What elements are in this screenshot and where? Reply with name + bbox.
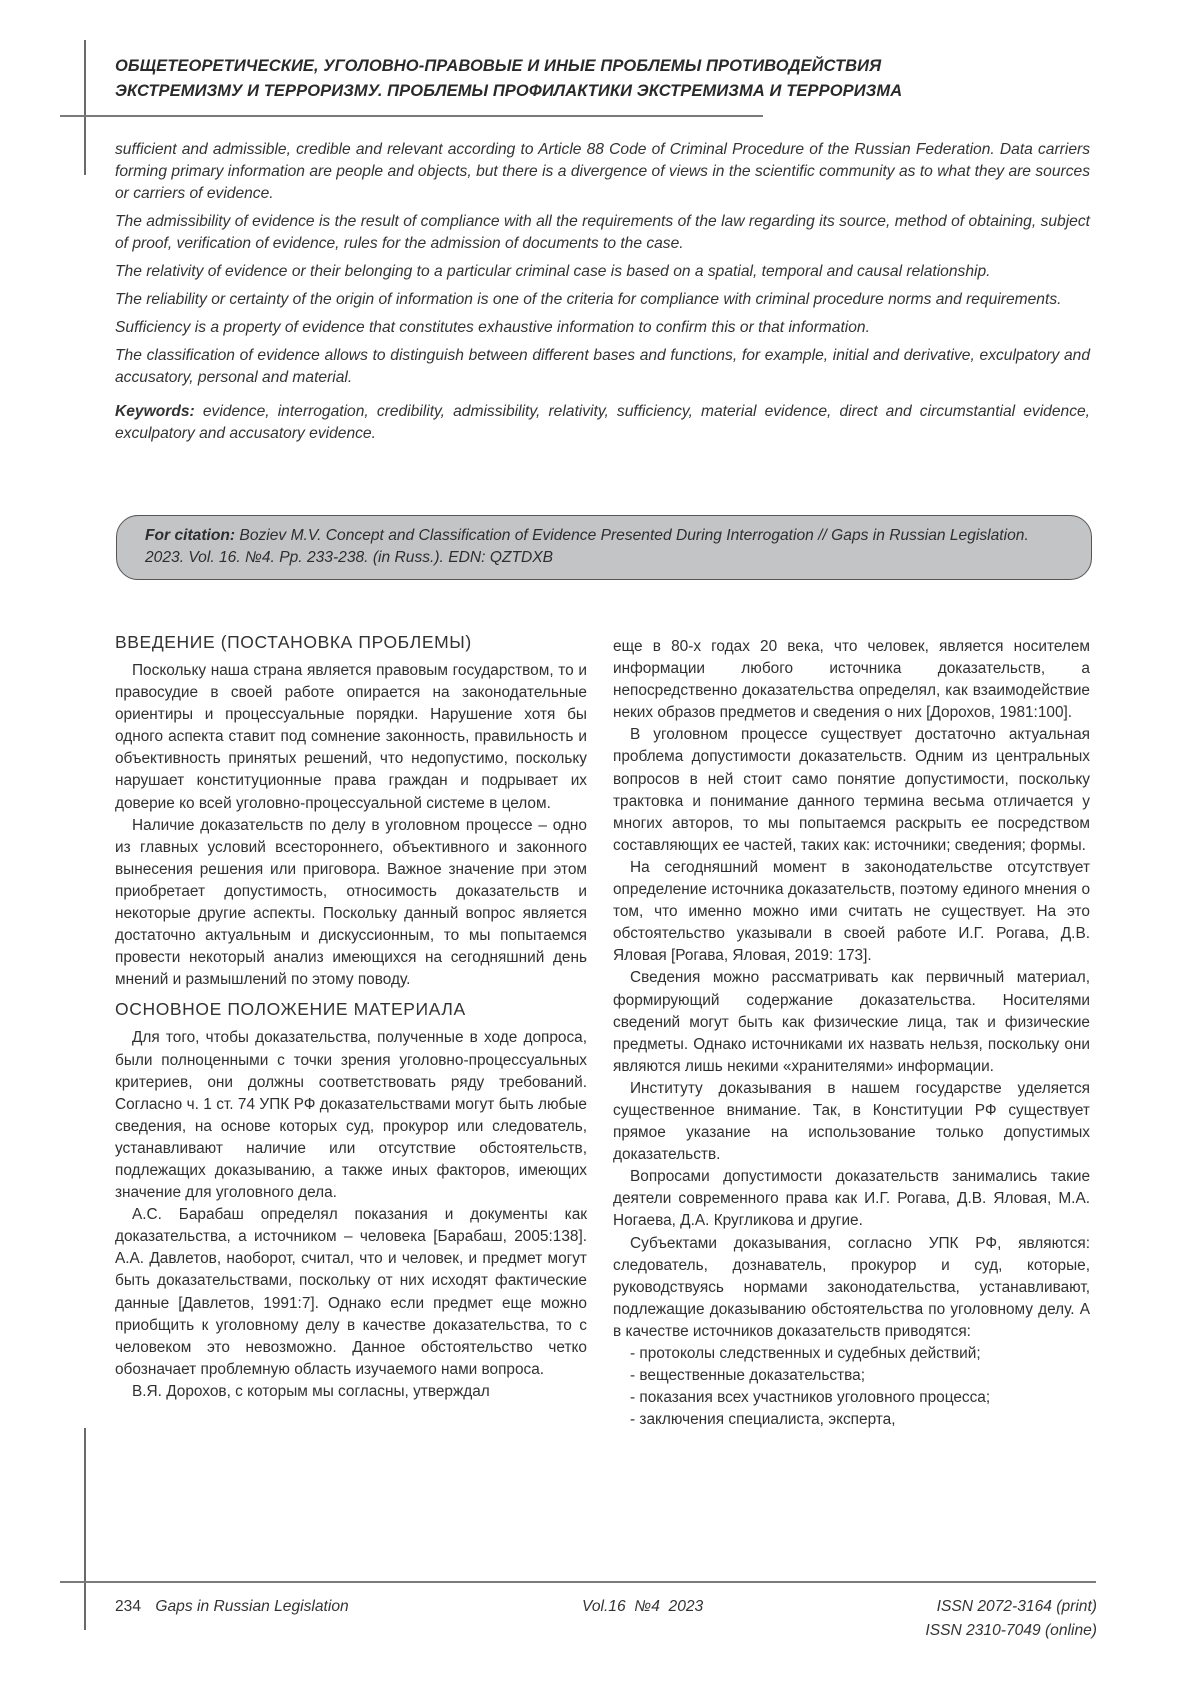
body-paragraph-continuation: еще в 80-х годах 20 века, что человек, является носителем информации любого источника доказательств, а непосредственно доказательства определял, как взаимодействие неких образов предметов и сведения о них [Дорохов, 1981:100]. (613, 638, 1090, 722)
keywords (115, 401, 1090, 445)
body-paragraph: В уголовном процессе существует достаточно актуальная проблема допустимости доказательств. Одним из центральных вопросов в ней стоит само понятие допустимости, поскольку трактовка и понимание данного термина весьма отличается у многих авторов, то мы попытаемся раскрыть ее посредством составляющих ее частей, таких как: источники; сведения; формы. (613, 726, 1090, 854)
issue-info: Vol.16 №4 2023 (582, 1598, 704, 1615)
keywords-label: Keywords: (115, 403, 195, 420)
header-rule (60, 115, 763, 117)
abstract-paragraph: The classification of evidence allows to distinguish between different bases and functions, for example, initial and derivative, exculpatory and accusatory, personal and material. (115, 347, 1090, 386)
keywords-text: evidence, interrogation, credibility, admissibility, relativity, sufficiency, material evidence, direct and circumstantial evidence, exculpatory and accusatory evidence. (115, 403, 1090, 442)
page-number: 234 (115, 1598, 142, 1615)
issn-online: ISSN 2310-7049 (online) (925, 1622, 1097, 1639)
abstract-paragraph: The relativity of evidence or their belonging to a particular criminal case is based on a spatial, temporal and causal relationship. (115, 263, 991, 280)
list-item: - показания всех участников уголовного процесса; (630, 1389, 991, 1407)
running-head (115, 54, 1075, 104)
abstract-paragraph: The reliability or certainty of the origin of information is one of the criteria for compliance with criminal procedure norms and requirements. (115, 291, 1062, 308)
list-item: - вещественные доказательства; (630, 1367, 865, 1385)
body-paragraph: Сведения можно рассматривать как первичный материал, формирующий содержание доказательства. Носителями сведений могут быть как физические лица, так и физические предметы. Однако источниками их назвать нельзя, поскольку они являются лишь некими «хранителями» информации. (613, 969, 1090, 1075)
body-paragraph: Субъектами доказывания, согласно УПК РФ, являются: следователь, дознаватель, прокурор и суд, которые, руководствуясь нормами законодательства, устанавливают, подлежащие доказыванию обстоятельства по уголовному делу. А в качестве источников доказательств приводятся: (613, 1234, 1090, 1340)
citation-text: Boziev M.V. Concept and Classification of Evidence Presented During Interrogation // Gaps in Russian Legislation. 2023. Vol. 16. №4. Pp. 233-238. (in Russ.). EDN: QZTDXB (145, 527, 1029, 566)
footer-left (115, 1595, 349, 1619)
body-paragraph: Институту доказывания в нашем государстве уделяется существенное внимание. Так, в Конституции РФ существует прямое указание на использование только допустимых доказательств. (613, 1079, 1090, 1164)
section-heading-main: ОСНОВНОЕ ПОЛОЖЕНИЕ МАТЕРИАЛА (115, 999, 466, 1020)
running-head-line-2: ЭКСТРЕМИЗМУ И ТЕРРОРИЗМУ. ПРОБЛЕМЫ ПРОФИЛАКТИКИ ЭКСТРЕМИЗМА И ТЕРРОРИЗМА (115, 82, 903, 100)
citation-label: For citation: (145, 527, 236, 544)
abstract-paragraph: sufficient and admissible, credible and relevant according to Article 88 Code of Criminal Procedure of the Russian Federation. Data carriers forming primary information are people and objects, but there is a divergence of views in the scientific community as to what they are sources or carriers of evidence. (115, 141, 1090, 202)
body-column-left (115, 630, 587, 1403)
body-paragraph: Наличие доказательств по делу в уголовном процессе – одно из главных условий всестороннего, объективного и законного вынесения решения или приговора. Важное значение при этом приобретает допустимость, относимость доказательств и некоторые другие аспекты. Поскольку данный вопрос является достаточно актуальным и дискуссионным, то мы попытаемся провести некоторый анализ имеющихся на сегодняшний день мнений и размышлений по этому поводу. (115, 816, 587, 989)
issn-print: ISSN 2072-3164 (print) (936, 1598, 1097, 1615)
abstract (115, 139, 1090, 451)
body-paragraph: Поскольку наша страна является правовым государством, то и правосудие в своей работе опирается на законодательные ориентиры и процессуальные порядки. Нарушение хотя бы одного аспекта ставит под сомнение законность, правильность и объективность принятых решений, что недопустимо, поскольку нарушает конституционные права граждан и подрывает их доверие ко всей уголовно-процессуальной системе в целом. (115, 662, 587, 812)
body-paragraph: В.Я. Дорохов, с которым мы согласны, утверждал (132, 1382, 490, 1400)
journal-name: Gaps in Russian Legislation (155, 1598, 349, 1615)
body-paragraph: Вопросами допустимости доказательств занимались такие деятели современного права как И.Г. Рогава, Д.В. Яловая, М.А. Ногаева, Д.А. Кругликова и другие. (613, 1168, 1090, 1230)
running-head-line-1: ОБЩЕТЕОРЕТИЧЕСКИЕ, УГОЛОВНО-ПРАВОВЫЕ И ИНЫЕ ПРОБЛЕМЫ ПРОТИВОДЕЙСТВИЯ (115, 57, 882, 75)
page-footer (115, 1595, 1097, 1645)
section-heading-introduction: ВВЕДЕНИЕ (ПОСТАНОВКА ПРОБЛЕМЫ) (115, 632, 472, 652)
body-paragraph: Для того, чтобы доказательства, полученные в ходе допроса, были полноценными с точки зрения уголовно-процессуальных критериев, они должны соответствовать ряду требований. Согласно ч. 1 ст. 74 УПК РФ доказательствами могут быть любые сведения, на основе которых суд, прокурор или следователь, устанавливают наличие или отсутствие обстоятельств, подлежащих доказыванию, а также иных факторов, имеющих значение для уголовного дела. (115, 1029, 587, 1202)
body-paragraph: А.С. Барабаш определял показания и документы как доказательства, а источником – человека [Барабаш, 2005:138]. А.А. Давлетов, наоборот, считал, что и человек, и предмет могут быть доказательствами, поскольку от них исходят фактические данные [Давлетов, 1991:7]. Однако если предмет еще можно приобщить к уголовному делу в качестве доказательства, то с человеком это невозможно. Данное обстоятельство четко обозначает проблемную область изучаемого нами вопроса. (115, 1206, 587, 1378)
margin-rule-bottom (84, 1428, 86, 1630)
abstract-paragraph: Sufficiency is a property of evidence that constitutes exhaustive information to confirm this or that information. (115, 319, 870, 336)
abstract-paragraph: The admissibility of evidence is the result of compliance with all the requirements of the law regarding its source, method of obtaining, subject of proof, verification of evidence, rules for the admission of documents to the case. (115, 213, 1090, 252)
list-item: - протоколы следственных и судебных действий; (630, 1345, 981, 1362)
citation-box (116, 515, 1092, 580)
margin-rule-top (84, 40, 86, 175)
footer-rule (60, 1581, 1096, 1583)
body-column-right (613, 636, 1090, 1431)
evidence-sources-list (613, 1343, 1090, 1431)
list-item: - заключения специалиста, эксперта, (630, 1411, 896, 1429)
issn-block (925, 1595, 1097, 1643)
body-paragraph: На сегодняшний момент в законодательстве отсутствует определение источника доказательств, поэтому единого мнения о том, что именно можно ими считать не существует. На это обстоятельство указывали в своей работе И.Г. Рогава, Д.В. Яловая [Рогава, Яловая, 2019: 173]. (613, 858, 1090, 965)
